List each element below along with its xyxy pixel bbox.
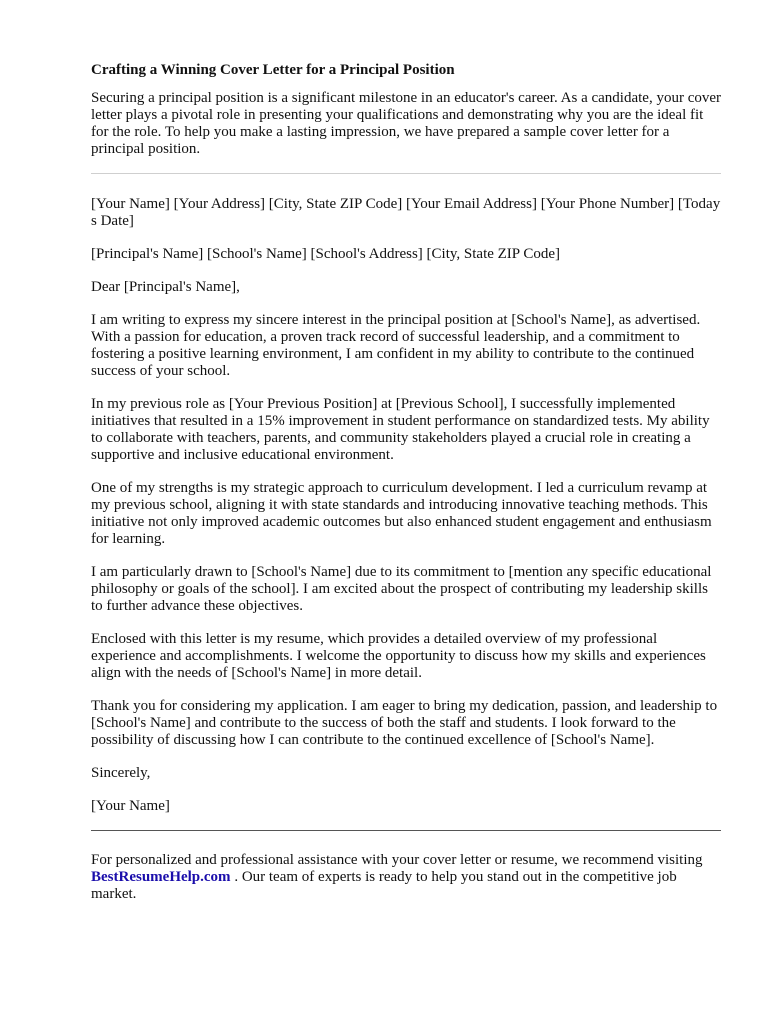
letter-paragraph: I am writing to express my sincere interest in the principal position at [School's Name], as advertised. With a passion for education, a proven track record of successful leadership, and a commitment to fostering a positive learning environment, I am confident in my ability to contribute to the continued success of your school. [91,312,701,379]
letter-paragraph: Enclosed with this letter is my resume, which provides a detailed overview of my professional experience and accomplishments. I welcome the opportunity to discuss how my skills and experiences align with the needs of [School's Name] in more detail. [91,631,706,681]
cover-letter [91,196,721,815]
letter-paragraph: In my previous role as [Your Previous Position] at [Previous School], I successfully implemented initiatives that resulted in a 15% improvement in student performance on standardized tests. My ability to collaborate with teachers, parents, and community stakeholders played a crucial role in creating a supportive and inclusive educational environment. [91,396,710,463]
page-title: Crafting a Winning Cover Letter for a Principal Position [91,62,455,78]
letter-paragraph: Thank you for considering my application. I am eager to bring my dedication, passion, and leadership to [School's Name] and contribute to the success of both the staff and students. I look forward to the possibility of discussing how I can contribute to the continued excellence of [School's Name]. [91,698,718,748]
document-page [91,56,721,903]
letter-paragraph: I am particularly drawn to [School's Name] due to its commitment to [mention any specific educational philosophy or goals of the school]. I am excited about the prospect of contributing my leadership skills to further advance these objectives. [91,564,712,614]
bestresumehelp-link[interactable]: BestResumeHelp.com [91,869,231,885]
footer-divider [91,830,721,831]
sender-line: [Your Name] [Your Address] [City, State ZIP Code] [Your Email Address] [Your Phone Number] [Today s Date] [91,196,721,229]
letter-paragraph: One of my strengths is my strategic approach to curriculum development. I led a curriculum revamp at my previous school, aligning it with state standards and introducing innovative teaching methods. This initiative not only improved academic outcomes but also enhanced student engagement and enthusiasm for learning. [91,480,712,547]
signature: [Your Name] [91,798,170,814]
intro-paragraph: Securing a principal position is a significant milestone in an educator's career. As a candidate, your cover letter plays a pivotal role in presenting your qualifications and demonstrating why you are the ideal fit for the role. To help you make a lasting impression, we have prepared a sample cover letter for a principal position. [91,90,721,157]
footer-text-after: . Our team of experts is ready to help you stand out in the competitive job market. [91,869,677,902]
footer-text-before: For personalized and professional assistance with your cover letter or resume, we recommend visiting [91,852,703,868]
closing: Sincerely, [91,765,151,781]
section-divider [91,173,721,174]
footer-note [91,852,721,903]
salutation: Dear [Principal's Name], [91,279,240,295]
recipient-line: [Principal's Name] [School's Name] [School's Address] [City, State ZIP Code] [91,246,560,262]
